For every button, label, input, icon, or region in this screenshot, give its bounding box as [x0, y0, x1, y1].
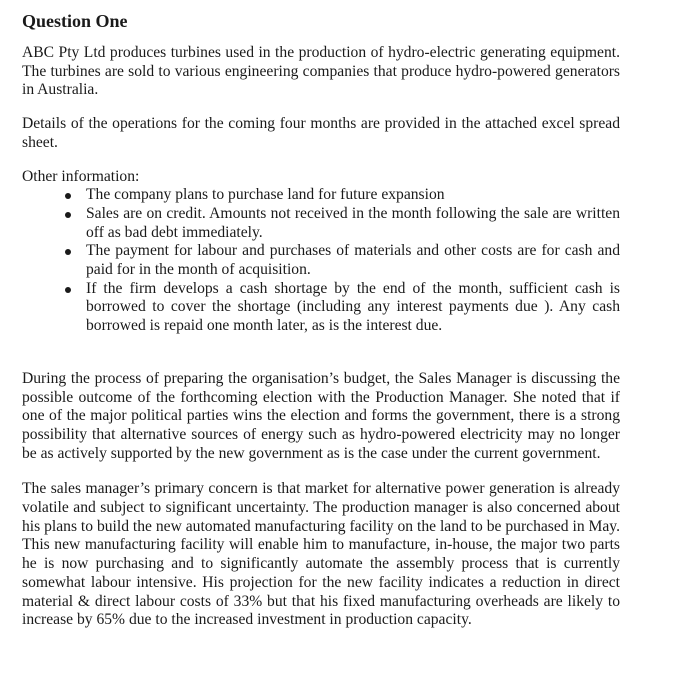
list-item	[22, 280, 620, 336]
budget-paragraph: During the process of preparing the organisation’s budget, the Sales Manager is discussing the possible outcome of the forthcoming election with the Production Manager. She noted that if one of the major political parties wins the election and forms the government, there is a strong possibility that alternative sources of energy such as hydro-powered electricity may no longer be as actively supported by the new government as is the case under the current government.	[22, 369, 620, 462]
document	[22, 10, 620, 630]
information-list	[22, 186, 620, 336]
list-item-text: The company plans to purchase land for future expansion	[86, 186, 445, 204]
list-item-text: Sales are on credit. Amounts not received in the month following the sale are written off as bad debt immediately.	[86, 204, 620, 241]
bullet-icon	[65, 212, 71, 218]
other-information-heading: Other information:	[22, 167, 140, 185]
details-paragraph: Details of the operations for the coming four months are provided in the attached excel spread sheet.	[22, 115, 620, 151]
bullet-icon	[65, 193, 71, 199]
intro-paragraph: ABC Pty Ltd produces turbines used in the production of hydro-electric generating equipment. The turbines are sold to various engineering companies that produce hydro-powered generators in Australia.	[22, 44, 620, 99]
question-title: Question One	[22, 11, 128, 31]
list-item	[22, 242, 620, 279]
list-item-text: If the firm develops a cash shortage by the end of the month, sufficient cash is borrowed to cover the shortage (including any interest payments due ). Any cash borrowed is repaid one month later, as is the interest due.	[86, 279, 620, 335]
list-item	[22, 186, 620, 205]
list-item	[22, 205, 620, 242]
concern-paragraph: The sales manager’s primary concern is that market for alternative power generation is already volatile and subject to significant uncertainty. The production manager is also concerned about his plans to build the new automated manufacturing facility on the land to be purchased in May. This new manufacturing facility will enable him to manufacture, in-house, the major two parts he is now purchasing and to significantly automate the assembly process that is currently somewhat labour intensive. His projection for the new facility indicates a reduction in direct material & direct labour costs of 33% but that his fixed manufacturing overheads are likely to increase by 65% due to the increased investment in production capacity.	[22, 480, 620, 629]
bullet-icon	[65, 249, 71, 255]
bullet-icon	[65, 287, 71, 293]
list-item-text: The payment for labour and purchases of materials and other costs are for cash and paid for in the month of acquisition.	[86, 242, 620, 279]
